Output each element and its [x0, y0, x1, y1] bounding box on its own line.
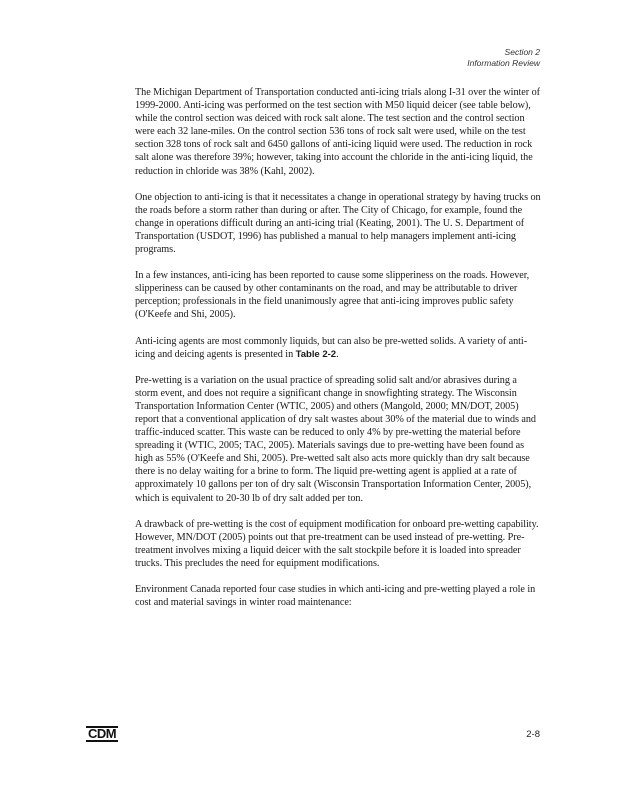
- table-reference: Table 2-2: [295, 348, 337, 360]
- paragraph-case-studies: Environment Canada reported four case studies in which anti-icing and pre-wetting played a role in cost and material savings in winter road maintenance:: [135, 584, 536, 609]
- paragraph-pre-wetting: Pre-wetting is a variation on the usual practice of spreading solid salt and/or abrasives during a storm event, and does not require a significant change in snowfighting strategy. The Wisconsin Transportation Information Center (WTIC, 2005) and others (Mangold, 2000; MN/DOT, 2005) report that a conventional application of dry salt wastes about 30% of the material due to winds and traffic-induced scatter. This waste can be reduced to only 4% by pre-wetting the material before spreading it (WTIC, 2005; TAC, 2005). Materials savings due to pre-wetting have been found as high as 55% (O'Keefe and Shi, 2005). Pre-wetted salt also acts more quickly than dry salt because there is no delay waiting for a brine to form. The liquid pre-wetting agent is applied at a rate of approximately 10 gallons per ton of dry salt (Wisconsin Transportation Information Center, 2005), which is equivalent to 20-30 lb of dry salt added per ton.: [135, 374, 536, 504]
- cdm-logo: [86, 726, 118, 742]
- p4-text-before: Anti-icing agents are most commonly liquids, but can also be pre-wetted solids. A variety of anti-icing and deicing agents is presented in: [135, 335, 528, 360]
- p4-text-after: .: [336, 348, 339, 360]
- paragraph-michigan-trials: The Michigan Department of Transportation conducted anti-icing trials along I-31 over the winter of 1999-2000. Anti-icing was performed on the test section with M50 liquid deicer (see table below), while the control section was deiced with rock salt alone. The test section and the control section were each 32 lane-miles. On the control section 536 tons of rock salt were used, while on the test section 328 tons of rock salt and 6450 gallons of anti-icing liquid were used. The reduction in rock salt alone was therefore 39%; however, taking into account the chloride in the anti-icing liquid, the reduction in chloride was 38% (Kahl, 2002).: [135, 87, 540, 177]
- page-header: [467, 47, 540, 69]
- page-number: 2-8: [526, 729, 540, 740]
- paragraph-anti-icing-agents: [135, 335, 541, 361]
- paragraph-pre-wetting-drawback: A drawback of pre-wetting is the cost of equipment modification for onboard pre-wetting capability. However, MN/DOT (2005) points out that pre-treatment can be used instead of pre-wetting. Pre-treatment involves mixing a liquid deicer with the salt stockpile before it is loaded into spreader trucks. This precludes the need for equipment modifications.: [135, 518, 539, 569]
- paragraph-slipperiness: In a few instances, anti-icing has been reported to cause some slipperiness on the roads. However, slipperiness can be caused by other contaminants on the road, and may be attributable to driver perception; professionals in the field unanimously agree that anti-icing improves public safety (O'Keefe and Shi, 2005).: [135, 270, 530, 321]
- paragraph-operational-strategy: One objection to anti-icing is that it necessitates a change in operational strategy by having trucks on the roads before a storm rather than during or after. The City of Chicago, for example, found the change in operations difficult during an anti-icing trial (Keating, 2001). The U. S. Department of Transportation (USDOT, 1996) has published a manual to help managers implement anti-icing programs.: [135, 191, 541, 256]
- header-section: Section 2: [504, 47, 540, 57]
- header-subtitle: Information Review: [467, 58, 540, 68]
- document-body: [135, 86, 541, 622]
- cdm-logo-text: CDM: [88, 726, 117, 741]
